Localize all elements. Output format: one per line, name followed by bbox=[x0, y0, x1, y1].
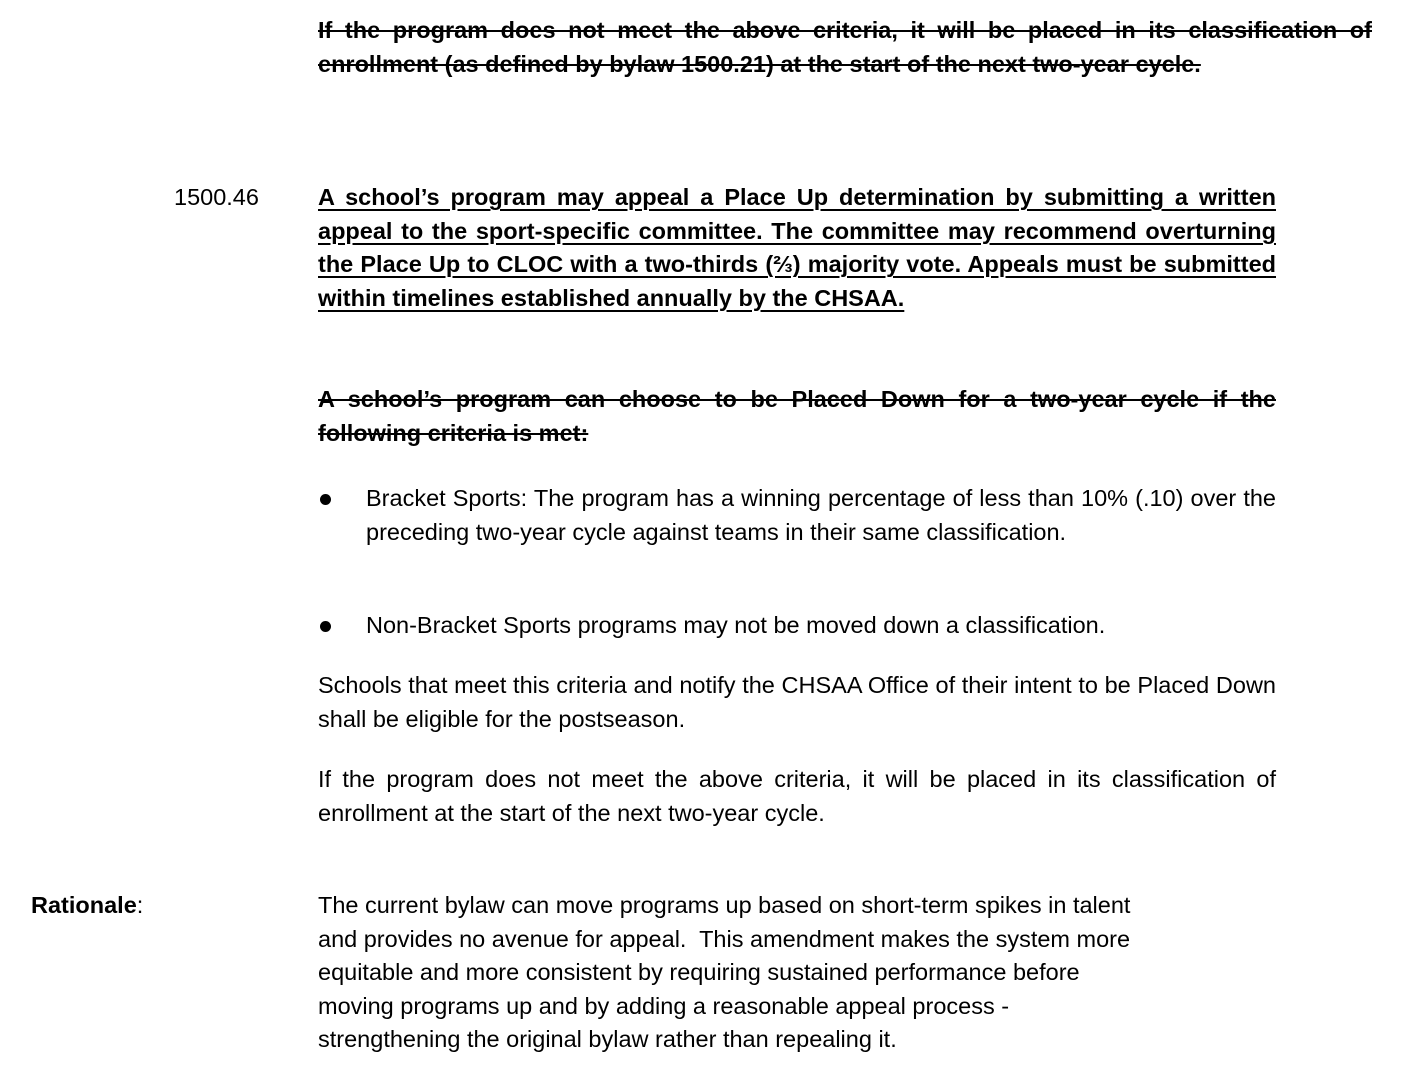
paragraph-text: If the program does not meet the above criteria, it will be placed in its classification of enrollment at the start of the next two-year cycle. bbox=[318, 766, 1276, 826]
paragraph-text: Schools that meet this criteria and notify the CHSAA Office of their intent to be Placed Down shall be eligible for the postseason. bbox=[318, 672, 1276, 732]
rationale-label-colon: : bbox=[136, 892, 144, 918]
bullet-item-bracket-sports bbox=[318, 482, 1276, 549]
inserted-text: A school’s program may appeal a Place Up determination by submitting a written appeal to the sport-specific committee. The committee may recommend overturning the Place Up to CLOC with a two-thirds (⅔) majority vote. Appeals must be submitted within timelines established annually by the CHSAA. bbox=[318, 184, 1276, 311]
bullet-text: Non-Bracket Sports programs may not be moved down a classification. bbox=[366, 612, 1106, 638]
rationale-line: The current bylaw can move programs up based on short-term spikes in talent bbox=[318, 892, 1131, 918]
rationale-line: equitable and more consistent by requiring sustained performance before bbox=[318, 959, 1080, 986]
rationale-text bbox=[318, 889, 1278, 1057]
struck-paragraph-deleted-criteria bbox=[318, 14, 1372, 81]
rationale-line: strengthening the original bylaw rather than repealing it. bbox=[318, 1026, 897, 1053]
struck-paragraph-placed-down bbox=[318, 383, 1276, 450]
criteria-paragraph bbox=[318, 763, 1276, 830]
struck-text: If the program does not meet the above criteria, it will be placed in its classification of enrollment (as defined by bylaw 1500.21) at the start of the next two-year cycle. bbox=[318, 17, 1372, 77]
section-number: 1500.46 bbox=[174, 184, 259, 210]
struck-text: A school’s program can choose to be Placed Down for a two-year cycle if the following criteria is met: bbox=[318, 386, 1276, 446]
rationale-line: moving programs up and by adding a reasonable appeal process - bbox=[318, 992, 1010, 1019]
placed-down-paragraph bbox=[318, 669, 1276, 736]
bullet-item-non-bracket-sports bbox=[318, 609, 1276, 643]
rationale-line: and provides no avenue for appeal. This amendment makes the system more bbox=[318, 925, 1131, 952]
appeal-paragraph-inserted bbox=[318, 181, 1276, 315]
bullet-text: Bracket Sports: The program has a winning percentage of less than 10% (.10) over the preceding two-year cycle against teams in their same classification. bbox=[366, 485, 1276, 545]
rationale-label bbox=[31, 889, 143, 923]
rationale-label-text: Rationale bbox=[31, 892, 137, 918]
